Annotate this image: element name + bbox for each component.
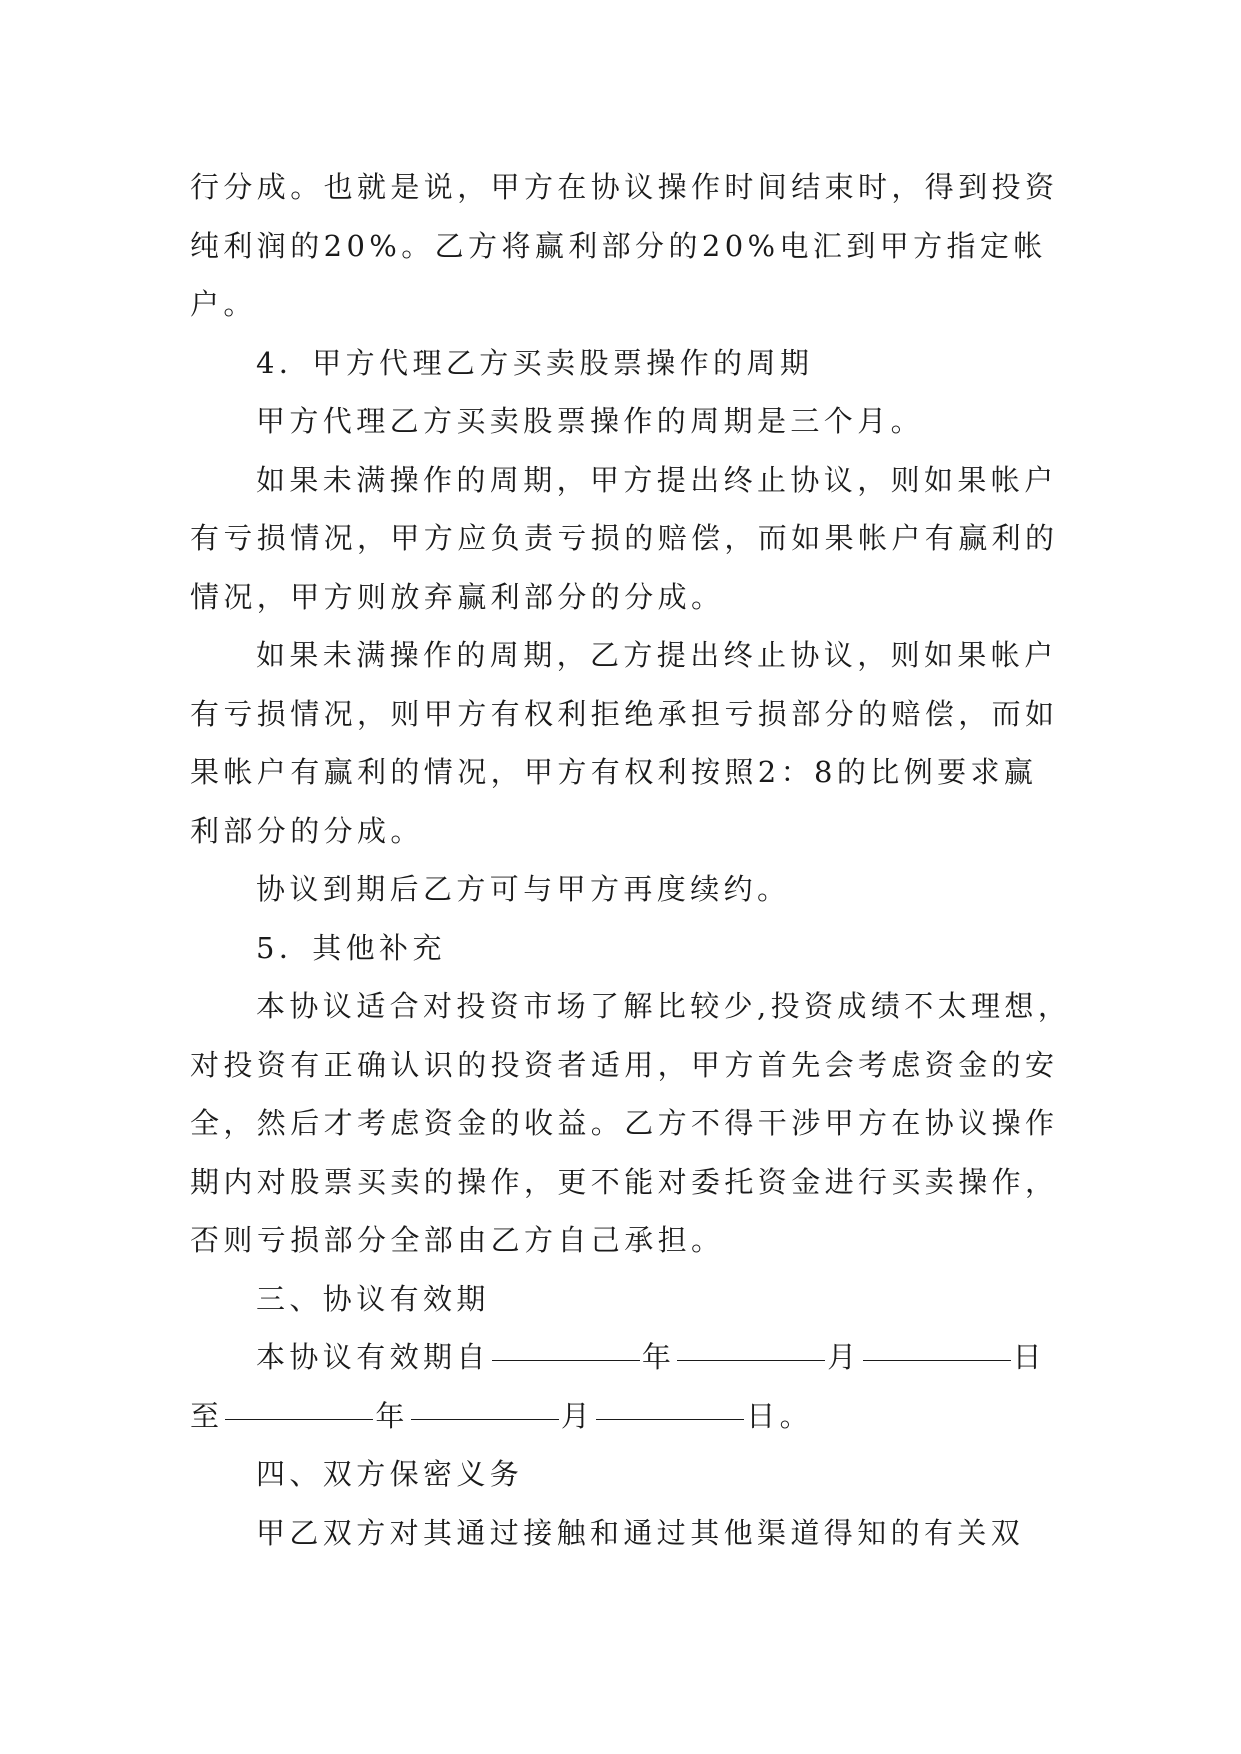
paragraph-line: 甲方代理乙方买卖股票操作的周期是三个月。 bbox=[256, 404, 925, 438]
document-body bbox=[190, 158, 1070, 1562]
paragraph-line: 否则亏损部分全部由乙方自己承担。 bbox=[190, 1223, 725, 1257]
validity-line-end bbox=[190, 1387, 1070, 1446]
paragraph-line: 如果未满操作的周期，甲方提出终止协议，则如果帐户 bbox=[256, 462, 1058, 497]
paragraph-line: 期内对股票买卖的操作，更不能对委托资金进行买卖操作， bbox=[190, 1164, 1059, 1199]
day-label: 日。 bbox=[746, 1398, 814, 1433]
paragraph-line: 户。 bbox=[190, 287, 257, 321]
paragraph-line: 行分成。也就是说，甲方在协议操作时间结束时，得到投资 bbox=[190, 170, 1059, 204]
paragraph-line: 有亏损情况，甲方应负责亏损的赔偿，而如果帐户有赢利的 bbox=[190, 521, 1059, 555]
paragraph-line: 甲乙双方对其通过接触和通过其他渠道得知的有关双 bbox=[256, 1515, 1025, 1550]
validity-prefix: 本协议有效期自 bbox=[256, 1340, 490, 1374]
paragraph-line: 协议到期后乙方可与甲方再度续约。 bbox=[256, 872, 791, 906]
year-blank bbox=[225, 1386, 373, 1420]
day-label: 日 bbox=[1012, 1340, 1047, 1374]
section-heading-validity: 三、协议有效期 bbox=[256, 1281, 490, 1316]
paragraph-line: 全，然后才考虑资金的收益。乙方不得干涉甲方在协议操作 bbox=[190, 1106, 1059, 1140]
paragraph-line: 利部分的分成。 bbox=[190, 813, 424, 848]
paragraph-line: 纯利润的20%。乙方将赢利部分的20%电汇到甲方指定帐 bbox=[190, 228, 1047, 263]
year-label: 年 bbox=[641, 1340, 676, 1374]
validity-to: 至 bbox=[190, 1398, 224, 1433]
section-heading-other: 5．其他补充 bbox=[256, 930, 446, 965]
paragraph-line: 果帐户有赢利的情况，甲方有权利按照2：8的比例要求赢 bbox=[190, 755, 1038, 789]
year-blank bbox=[492, 1327, 640, 1361]
month-blank bbox=[677, 1327, 825, 1361]
day-blank bbox=[596, 1386, 744, 1420]
paragraph-line: 对投资有正确认识的投资者适用，甲方首先会考虑资金的安 bbox=[190, 1047, 1059, 1082]
paragraph-line: 如果未满操作的周期，乙方提出终止协议，则如果帐户 bbox=[256, 638, 1058, 672]
month-blank bbox=[411, 1386, 559, 1420]
day-blank bbox=[863, 1327, 1011, 1361]
paragraph-line: 情况，甲方则放弃赢利部分的分成。 bbox=[190, 579, 725, 614]
section-heading-period: 4．甲方代理乙方买卖股票操作的周期 bbox=[256, 345, 814, 380]
month-label: 月 bbox=[827, 1340, 861, 1374]
section-heading-confidentiality: 四、双方保密义务 bbox=[256, 1457, 524, 1491]
month-label: 月 bbox=[560, 1398, 595, 1433]
paragraph-line: 有亏损情况，则甲方有权利拒绝承担亏损部分的赔偿，而如 bbox=[190, 696, 1059, 731]
validity-line-start bbox=[190, 1328, 1070, 1387]
paragraph-line: 本协议适合对投资市场了解比较少,投资成绩不太理想， bbox=[256, 989, 1072, 1023]
year-label: 年 bbox=[375, 1398, 409, 1433]
